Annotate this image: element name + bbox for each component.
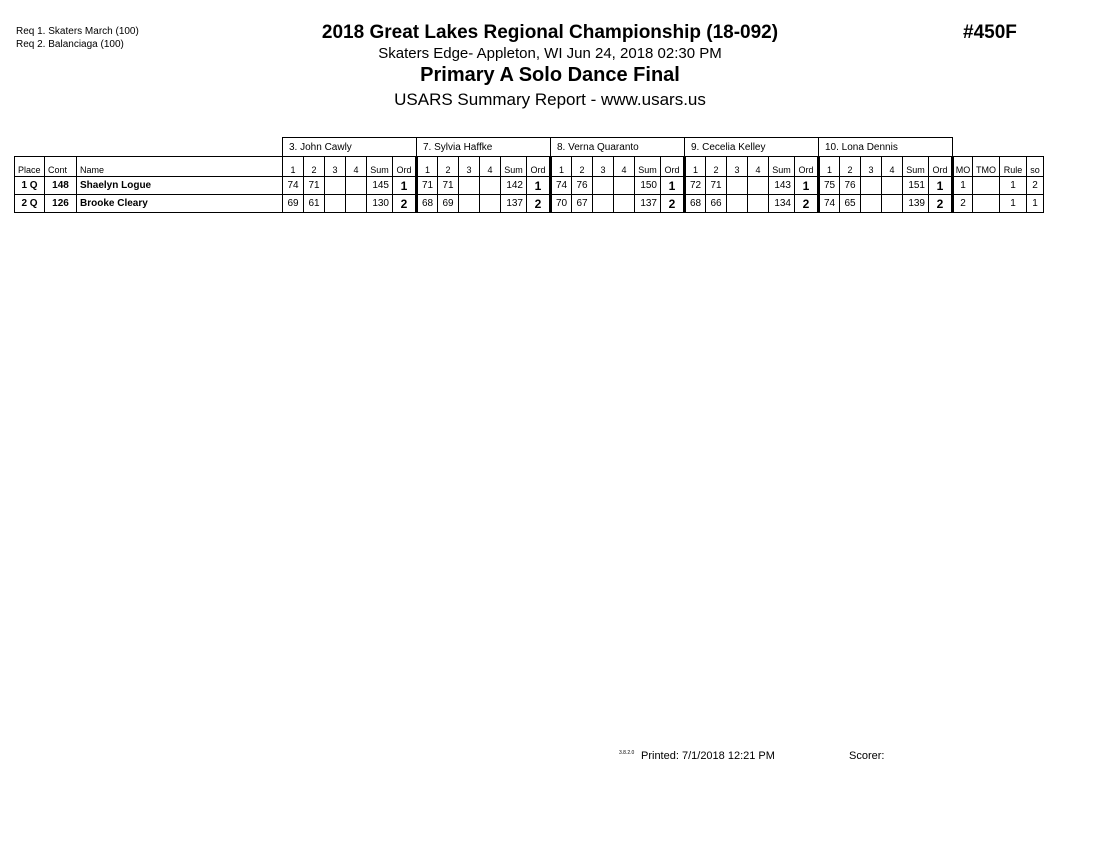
page-title: 2018 Great Lakes Regional Championship (18-092) (321, 22, 779, 43)
mo-cell: 1 (953, 177, 973, 195)
report-title: USARS Summary Report - www.usars.us (394, 90, 706, 109)
requirement-1: Req 1. Skaters March (100) (16, 26, 139, 37)
sum-cell: 137 (501, 195, 527, 213)
column-header: Rule (1000, 157, 1027, 177)
score-cell: 76 (572, 177, 593, 195)
ordinal-cell: 1 (393, 177, 417, 195)
score-cell (480, 177, 501, 195)
mo-cell: 2 (953, 195, 973, 213)
score-cell: 72 (685, 177, 706, 195)
sum-cell: 143 (769, 177, 795, 195)
printed-timestamp: Printed: 7/1/2018 12:21 PM (641, 750, 775, 762)
so-cell: 2 (1027, 177, 1044, 195)
score-cell (727, 177, 748, 195)
column-header: 1 (685, 157, 706, 177)
score-cell (748, 195, 769, 213)
score-cell: 74 (283, 177, 304, 195)
judge-name: 3. John Cawly (283, 138, 417, 157)
score-cell: 65 (840, 195, 861, 213)
score-cell: 69 (438, 195, 459, 213)
contestant-number-cell: 148 (45, 177, 77, 195)
tmo-cell (973, 177, 1000, 195)
tmo-cell (973, 195, 1000, 213)
column-header: Ord (661, 157, 685, 177)
results-table (14, 137, 1044, 213)
column-header: 3 (325, 157, 346, 177)
score-cell (882, 195, 903, 213)
sum-cell: 139 (903, 195, 929, 213)
ordinal-cell: 1 (795, 177, 819, 195)
column-header-row (15, 157, 1044, 177)
ordinal-cell: 2 (393, 195, 417, 213)
judge-header-spacer (15, 138, 283, 157)
score-cell (459, 195, 480, 213)
column-header: Ord (795, 157, 819, 177)
place-cell: 1 Q (15, 177, 45, 195)
score-cell: 61 (304, 195, 325, 213)
table-row (15, 177, 1044, 195)
ordinal-cell: 2 (661, 195, 685, 213)
ordinal-cell: 2 (527, 195, 551, 213)
judge-name: 7. Sylvia Haffke (417, 138, 551, 157)
score-cell (882, 177, 903, 195)
column-header: 4 (748, 157, 769, 177)
score-cell (861, 195, 882, 213)
score-cell (727, 195, 748, 213)
column-header: 2 (572, 157, 593, 177)
column-header: Sum (501, 157, 527, 177)
score-cell (861, 177, 882, 195)
table-row (15, 195, 1044, 213)
column-header: 1 (819, 157, 840, 177)
event-code: #450F (963, 22, 1017, 43)
skater-name-cell: Shaelyn Logue (77, 177, 283, 195)
contestant-number-cell: 126 (45, 195, 77, 213)
column-header: so (1027, 157, 1044, 177)
column-header: Ord (929, 157, 953, 177)
ordinal-cell: 1 (527, 177, 551, 195)
score-cell: 71 (304, 177, 325, 195)
column-header: Cont (45, 157, 77, 177)
score-cell (325, 177, 346, 195)
score-cell (325, 195, 346, 213)
column-header: 4 (480, 157, 501, 177)
column-header: 2 (706, 157, 727, 177)
column-header: 3 (727, 157, 748, 177)
version-label: 3.8.2.0 (619, 750, 635, 756)
sum-cell: 150 (635, 177, 661, 195)
score-cell: 68 (685, 195, 706, 213)
sum-cell: 134 (769, 195, 795, 213)
score-cell: 74 (551, 177, 572, 195)
column-header: 1 (283, 157, 304, 177)
column-header: Ord (527, 157, 551, 177)
column-header: Sum (903, 157, 929, 177)
column-header: Sum (367, 157, 393, 177)
score-cell: 71 (417, 177, 438, 195)
column-header: 2 (438, 157, 459, 177)
judge-header-spacer (953, 138, 1044, 157)
score-cell (346, 195, 367, 213)
score-cell: 74 (819, 195, 840, 213)
ordinal-cell: 2 (795, 195, 819, 213)
column-header: TMO (973, 157, 1000, 177)
column-header: 2 (304, 157, 325, 177)
column-header: 2 (840, 157, 861, 177)
column-header: 1 (417, 157, 438, 177)
venue-line: Skaters Edge- Appleton, WI Jun 24, 2018 02:30 PM (378, 45, 722, 62)
sum-cell: 145 (367, 177, 393, 195)
score-cell (346, 177, 367, 195)
score-cell (748, 177, 769, 195)
sum-cell: 151 (903, 177, 929, 195)
score-cell (614, 177, 635, 195)
judge-name: 9. Cecelia Kelley (685, 138, 819, 157)
column-header: 3 (459, 157, 480, 177)
score-cell: 71 (438, 177, 459, 195)
scorer-label: Scorer: (849, 750, 885, 762)
skater-name-cell: Brooke Cleary (77, 195, 283, 213)
score-cell: 71 (706, 177, 727, 195)
column-header: Ord (393, 157, 417, 177)
column-header: 3 (593, 157, 614, 177)
score-cell: 68 (417, 195, 438, 213)
column-header: 1 (551, 157, 572, 177)
rule-cell: 1 (1000, 177, 1027, 195)
sum-cell: 137 (635, 195, 661, 213)
score-cell (593, 177, 614, 195)
requirement-2: Req 2. Balanciaga (100) (16, 39, 124, 50)
ordinal-cell: 1 (929, 177, 953, 195)
column-header: 4 (882, 157, 903, 177)
column-header: 3 (861, 157, 882, 177)
rule-cell: 1 (1000, 195, 1027, 213)
column-header: 4 (346, 157, 367, 177)
score-cell (614, 195, 635, 213)
score-cell (459, 177, 480, 195)
column-header: Sum (769, 157, 795, 177)
ordinal-cell: 1 (661, 177, 685, 195)
score-cell: 66 (706, 195, 727, 213)
judge-header-row (15, 138, 1044, 157)
column-header: 4 (614, 157, 635, 177)
column-header: Place (15, 157, 45, 177)
column-header: Name (77, 157, 283, 177)
event-title: Primary A Solo Dance Final (420, 64, 680, 86)
score-cell: 67 (572, 195, 593, 213)
so-cell: 1 (1027, 195, 1044, 213)
ordinal-cell: 2 (929, 195, 953, 213)
place-cell: 2 Q (15, 195, 45, 213)
judge-name: 10. Lona Dennis (819, 138, 953, 157)
column-header: Sum (635, 157, 661, 177)
score-cell: 75 (819, 177, 840, 195)
score-cell (480, 195, 501, 213)
score-cell: 70 (551, 195, 572, 213)
judge-name: 8. Verna Quaranto (551, 138, 685, 157)
column-header: MO (953, 157, 973, 177)
sum-cell: 130 (367, 195, 393, 213)
score-cell: 76 (840, 177, 861, 195)
score-cell (593, 195, 614, 213)
sum-cell: 142 (501, 177, 527, 195)
score-cell: 69 (283, 195, 304, 213)
